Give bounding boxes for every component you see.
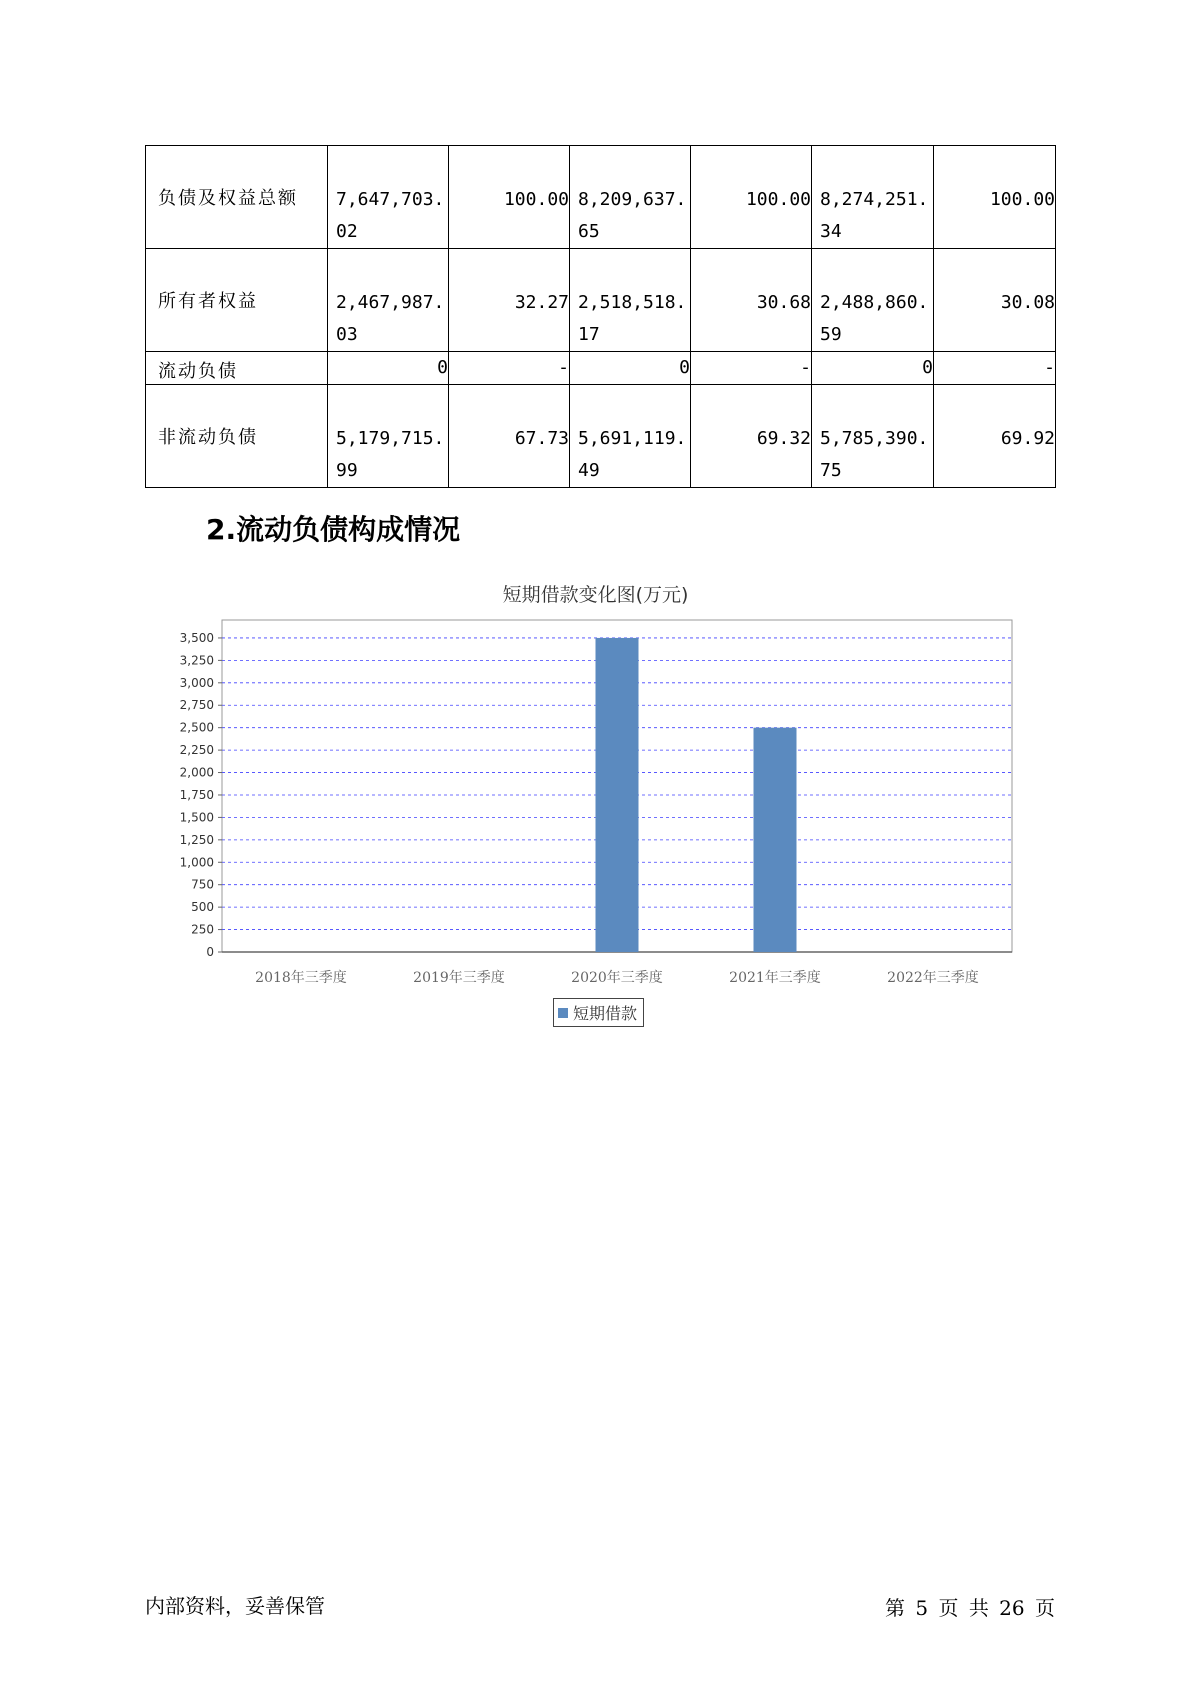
amount-cell: 7,647,703.02 [328,146,449,249]
row-label: 负债及权益总额 [146,146,328,249]
y-tick-label: 2,000 [179,765,214,780]
y-tick-label: 2,500 [179,720,214,735]
amount-cell: 5,691,119.49 [570,385,691,488]
amount-cell: 5,785,390.75 [812,385,934,488]
x-tick-label: 2019年三季度 [413,970,505,986]
footer-page-number: 第 5 页 共 26 页 [885,1596,1055,1620]
legend-label: 短期借款 [573,1004,638,1023]
section-heading: 2.流动负债构成情况 [206,513,461,546]
y-tick-label: 3,250 [179,653,214,668]
bar [596,638,639,952]
amount-cell: 8,209,637.65 [570,146,691,249]
amount-cell: 0 [812,352,934,385]
percent-cell: 69.32 [691,385,812,488]
y-tick-label: 250 [191,922,214,937]
x-tick-label: 2020年三季度 [571,970,663,986]
amount-cell: 2,467,987.03 [328,249,449,352]
percent-cell: 30.08 [934,249,1056,352]
chart-legend [553,998,644,1027]
y-tick-label: 500 [191,900,214,915]
y-tick-label: 3,500 [179,630,214,645]
percent-cell: 100.00 [449,146,570,249]
percent-cell: 67.73 [449,385,570,488]
y-tick-label: 2,250 [179,743,214,758]
y-tick-label: 1,250 [179,832,214,847]
row-label: 非流动负债 [146,385,328,488]
amount-cell: 0 [570,352,691,385]
x-tick-label: 2018年三季度 [255,970,347,986]
percent-cell: - [449,352,570,385]
percent-cell: 30.68 [691,249,812,352]
y-tick-label: 2,750 [179,698,214,713]
y-tick-label: 0 [206,945,214,959]
row-label: 所有者权益 [146,249,328,352]
amount-cell: 2,518,518.17 [570,249,691,352]
y-tick-label: 1,000 [179,855,214,870]
chart-title: 短期借款变化图(万元) [502,584,689,606]
y-tick-label: 3,000 [179,675,214,690]
y-tick-label: 1,500 [179,810,214,825]
row-label: 流动负债 [146,352,328,385]
percent-cell: 100.00 [691,146,812,249]
legend-swatch [558,1008,568,1018]
amount-cell: 8,274,251.34 [812,146,934,249]
percent-cell: - [691,352,812,385]
footer-confidential-note: 内部资料，妥善保管 [145,1594,325,1618]
percent-cell: 32.27 [449,249,570,352]
amount-cell: 0 [328,352,449,385]
y-tick-label: 1,750 [179,787,214,802]
amount-cell: 5,179,715.99 [328,385,449,488]
amount-cell: 2,488,860.59 [812,249,934,352]
x-tick-label: 2022年三季度 [887,970,979,986]
bar [754,728,797,952]
x-tick-label: 2021年三季度 [729,970,821,986]
percent-cell: 69.92 [934,385,1056,488]
y-tick-label: 750 [191,877,214,892]
percent-cell: - [934,352,1056,385]
percent-cell: 100.00 [934,146,1056,249]
